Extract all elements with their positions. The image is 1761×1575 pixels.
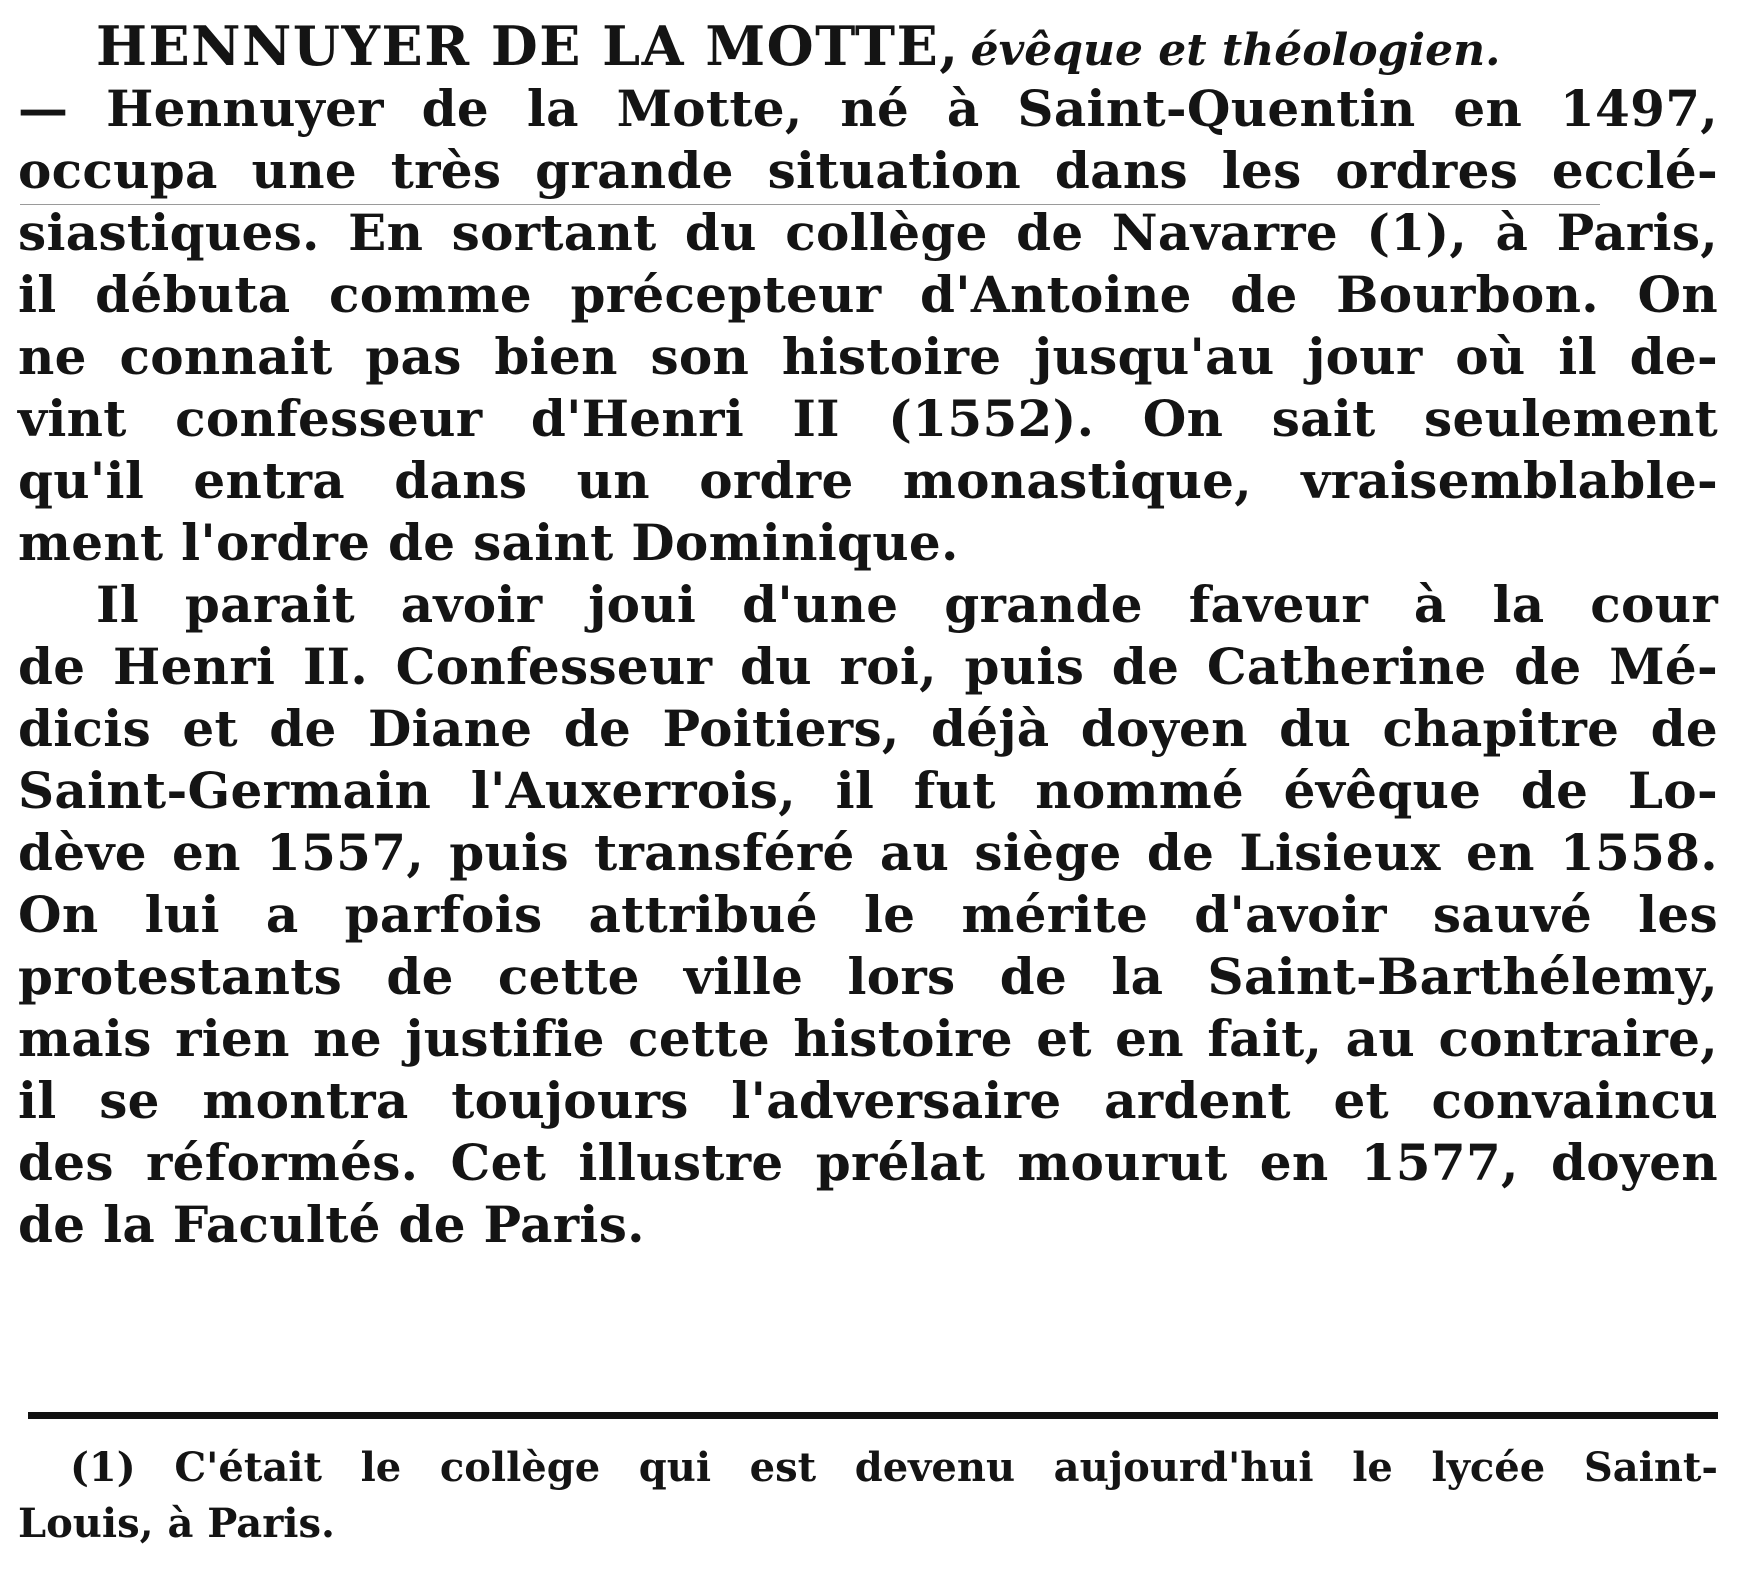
text-line: Saint-Germain l'Auxerrois, il fut nommé évêque de Lo- bbox=[18, 761, 1718, 820]
article-heading: HENNUYER DE LA MOTTE, bbox=[96, 14, 960, 78]
column-split-line bbox=[20, 204, 1600, 205]
text-line: il se montra toujours l'adversaire ardent et convaincu bbox=[18, 1071, 1718, 1130]
text-line: il débuta comme précepteur d'Antoine de Bourbon. On bbox=[18, 265, 1718, 324]
article-subtitle: évêque et théologien. bbox=[970, 25, 1501, 76]
footnote-divider bbox=[28, 1412, 1718, 1419]
text-line: dicis et de Diane de Poitiers, déjà doyen du chapitre de bbox=[18, 699, 1718, 758]
text-line: de Henri II. Confesseur du roi, puis de Catherine de Mé- bbox=[18, 637, 1718, 696]
text-line: mais rien ne justifie cette histoire et en fait, au contraire, bbox=[18, 1009, 1718, 1068]
text-line: qu'il entra dans un ordre monastique, vraisemblable- bbox=[18, 451, 1718, 510]
text-line: des réformés. Cet illustre prélat mourut en 1577, doyen bbox=[18, 1133, 1718, 1192]
text-line: Il parait avoir joui d'une grande faveur à la cour bbox=[96, 575, 1718, 634]
text-line: occupa une très grande situation dans les ordres ecclé- bbox=[18, 141, 1718, 200]
text-line: ment l'ordre de saint Dominique. bbox=[18, 513, 959, 572]
footnote bbox=[18, 1440, 1718, 1552]
text-line: dève en 1557, puis transféré au siège de Lisieux en 1558. bbox=[18, 823, 1718, 882]
text-line: On lui a parfois attribué le mérite d'avoir sauvé les bbox=[18, 885, 1718, 944]
text-line: protestants de cette ville lors de la Saint-Barthélemy, bbox=[18, 947, 1718, 1006]
text-line: — Hennuyer de la Motte, né à Saint-Quentin en 1497, bbox=[18, 79, 1718, 138]
text-line: vint confesseur d'Henri II (1552). On sait seulement bbox=[18, 389, 1718, 448]
text-line: ne connait pas bien son histoire jusqu'au jour où il de- bbox=[18, 327, 1718, 386]
article-title bbox=[18, 14, 1718, 78]
footnote-line: (1) C'était le collège qui est devenu aujourd'hui le lycée Saint- bbox=[70, 1444, 1718, 1491]
footnote-line: Louis, à Paris. bbox=[18, 1500, 335, 1547]
text-line: siastiques. En sortant du collège de Navarre (1), à Paris, bbox=[18, 203, 1718, 262]
text-line: de la Faculté de Paris. bbox=[18, 1195, 645, 1254]
article bbox=[18, 14, 1718, 1256]
